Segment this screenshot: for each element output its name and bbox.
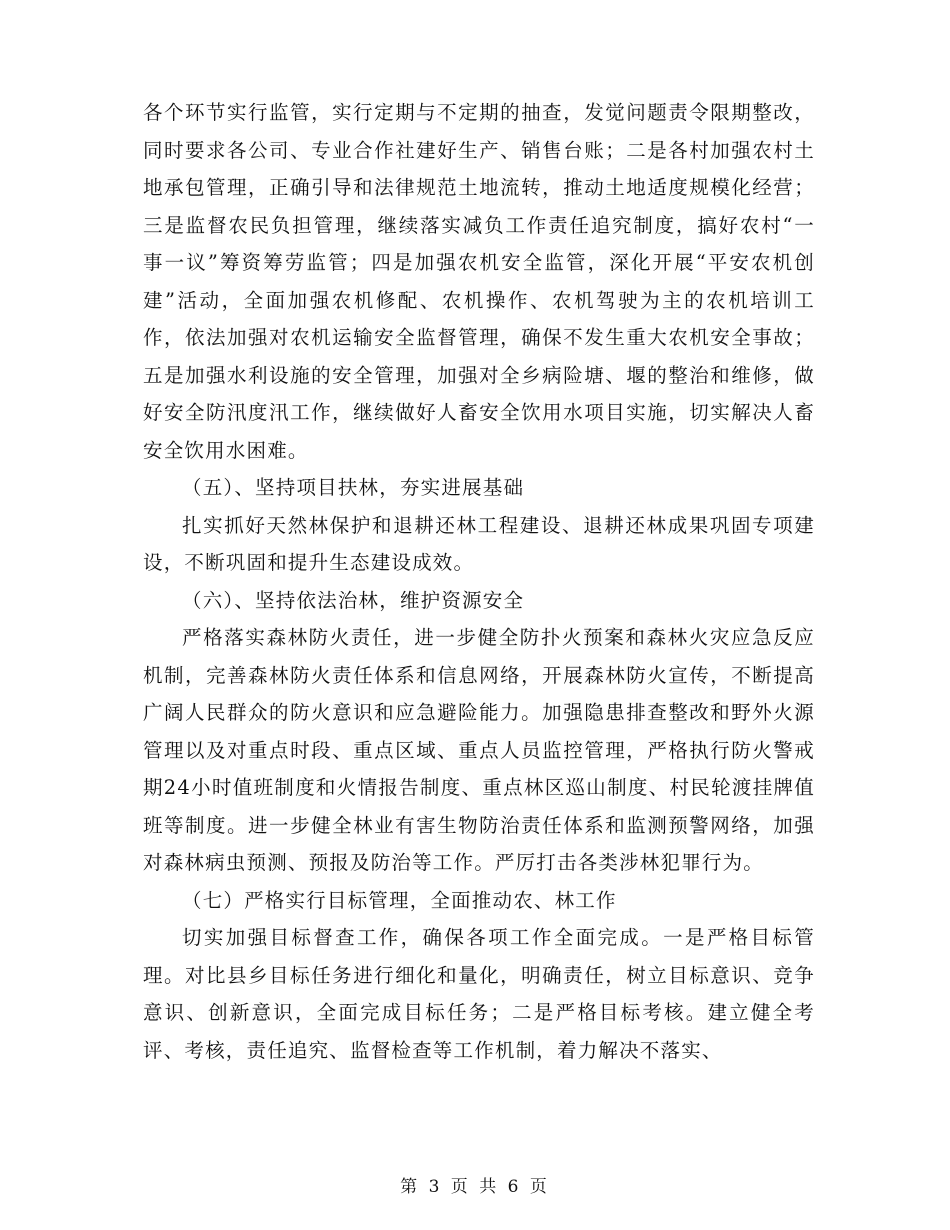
paragraph-section-5: 扎实抓好天然林保护和退耕还林工程建设、退耕还林成果巩固专项建设，不断巩固和提升生态建设成效。: [143, 513, 815, 574]
document-body: [143, 94, 815, 1069]
paragraph-continued: 各个环节实行监管，实行定期与不定期的抽查，发觉问题责令限期整改，同时要求各公司、专业合作社建好生产、销售台账；二是各村加强农村土地承包管理，正确引导和法律规范土地流转，推动土地适度规模化经营；三是监督农民负担管理，继续落实减负工作责任追究制度，搞好农村“一事一议”筹资筹劳监管；四是加强农机安全监管，深化开展“平安农机创建”活动，全面加强农机修配、农机操作、农机驾驶为主的农机培训工作，依法加强对农机运输安全监督管理，确保不发生重大农机安全事故；五是加强水利设施的安全管理，加强对全乡病险塘、堰的整治和维修，做好安全防汛度汛工作，继续做好人畜安全饮用水项目实施，切实解决人畜安全饮用水困难。: [143, 101, 815, 462]
section-heading-7: （七）严格实行目标管理，全面推动农、林工作: [182, 888, 617, 912]
paragraph-section-7: 切实加强目标督查工作，确保各项工作全面完成。一是严格目标管理。对比县乡目标任务进行细化和量化，明确责任，树立目标意识、竞争意识、创新意识，全面完成目标任务；二是严格目标考核。建立健全考评、考核，责任追究、监督检查等工作机制，着力解决不落实、: [143, 926, 815, 1062]
page-number-footer: 第 3 页 共 6 页: [400, 1177, 550, 1197]
paragraph-section-6: 严格落实森林防火责任，进一步健全防扑火预案和森林火灾应急反应机制，完善森林防火责任体系和信息网络，开展森林防火宣传，不断提高广阔人民群众的防火意识和应急避险能力。加强隐患排查整改和野外火源管理以及对重点时段、重点区域、重点人员监控管理，严格执行防火警戒期24小时值班制度和火情报告制度、重点林区巡山制度、村民轮渡挂牌值班等制度。进一步健全林业有害生物防治责任体系和监测预警网络，加强对森林病虫预测、预报及防治等工作。严厉打击各类涉林犯罪行为。: [143, 626, 815, 874]
section-heading-6: （六）、坚持依法治林，维护资源安全: [182, 588, 525, 612]
section-heading-5: （五）、坚持项目扶林，夯实进展基础: [182, 476, 525, 499]
